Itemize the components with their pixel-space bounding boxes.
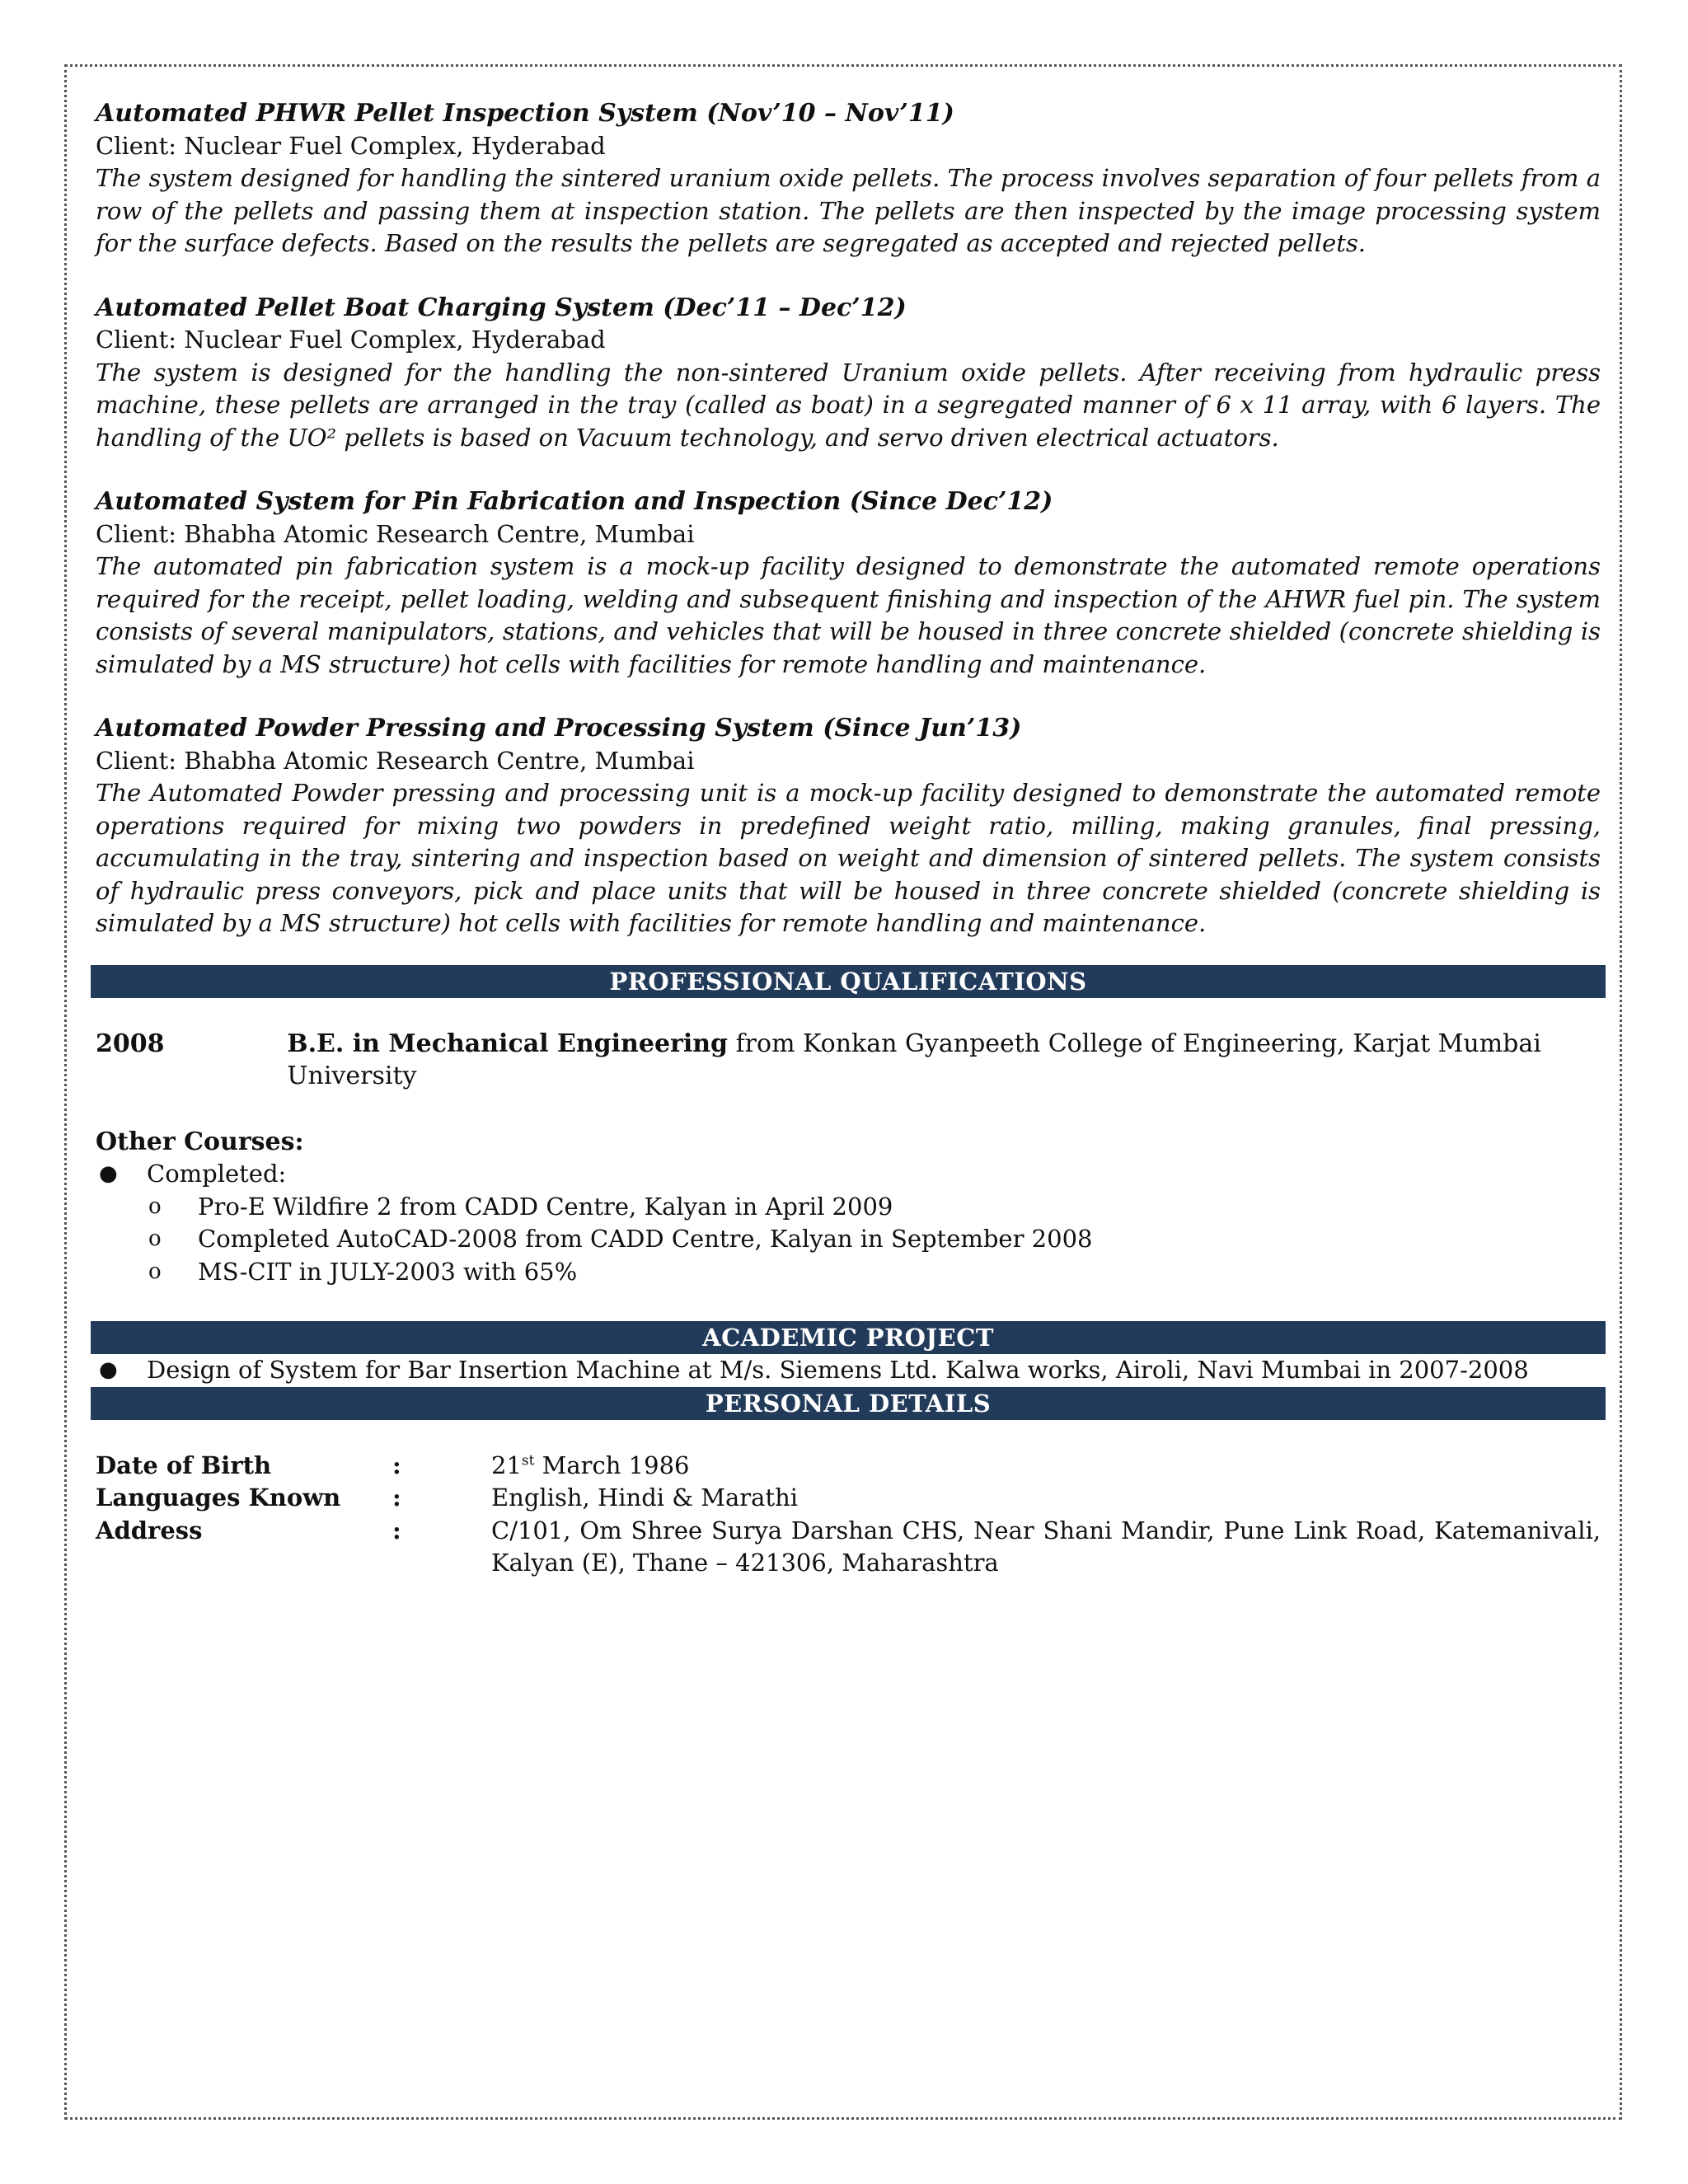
section-header-qualifications: PROFESSIONAL QUALIFICATIONS: [91, 965, 1606, 998]
dob-suffix: st: [521, 1451, 535, 1469]
list-item: [147, 1191, 1601, 1224]
dob-day: 21: [491, 1451, 522, 1479]
address-value: C/101, Om Shree Surya Darshan CHS, Near Shani Mandir, Pune Link Road, Katemanivali, Kalyan (E), Thane – 421306, Maharashtra: [491, 1516, 1601, 1577]
project-pin-fabrication: [96, 485, 1601, 681]
list-item: [96, 1354, 1601, 1387]
other-courses-list: [96, 1158, 1601, 1288]
completed-label: Completed:: [147, 1160, 287, 1188]
course-text: MS-CIT in JULY-2003 with 65%: [198, 1257, 578, 1286]
other-courses-heading: Other Courses:: [96, 1127, 304, 1156]
qualification-institution: from Konkan Gyanpeeth College of Engineering, Karjat Mumbai University: [287, 1029, 1541, 1090]
project-description: The Automated Powder pressing and processing unit is a mock-up facility designed to demonstrate the automated remote operations required for mixing two powders in predefined weight ratio, milling, making granules, final pressing, accumulating in the tray, sintering and inspection based on weight and dimension of sintered pellets. The system consists of hydraulic press conveyors, pick and place units that will be housed in three concrete shielded (concrete shielding is simulated by a MS structure) hot cells with facilities for remote handling and maintenance.: [96, 779, 1601, 937]
dob-rest: March 1986: [534, 1451, 690, 1479]
project-title: Automated PHWR Pellet Inspection System (Nov’10 – Nov’11): [96, 99, 954, 128]
project-description: The system is designed for the handling the non-sintered Uranium oxide pellets. After receiving from hydraulic press machine, these pellets are arranged in the tray (called as boat) in a segregated manner of 6 x 11 array, with 6 layers. The handling of the UO² pellets is based on Vacuum technology, and servo driven electrical actuators.: [96, 358, 1601, 452]
course-text: Completed AutoCAD-2008 from CADD Centre, Kalyan in September 2008: [198, 1225, 1093, 1253]
bullet-icon: ●: [99, 1357, 118, 1382]
address-label: Address: [96, 1516, 203, 1544]
project-title: Automated System for Pin Fabrication and Inspection (Since Dec’12): [96, 487, 1053, 516]
personal-details: [96, 1450, 1601, 1580]
colon: :: [392, 1516, 401, 1544]
languages-value: English, Hindi & Marathi: [491, 1483, 799, 1511]
project-client: Client: Bhabha Atomic Research Centre, Mumbai: [96, 746, 695, 775]
completed-courses-list: [147, 1191, 1601, 1289]
dob-value: [491, 1450, 1601, 1483]
section-header-academic-project: ACADEMIC PROJECT: [91, 1321, 1606, 1354]
list-item: [96, 1158, 1601, 1288]
qualification-row: [96, 1028, 1601, 1093]
languages-label: Languages Known: [96, 1483, 341, 1511]
qualification-text: [287, 1028, 1601, 1093]
academic-project-list: [96, 1354, 1601, 1387]
project-description: The system designed for handling the sintered uranium oxide pellets. The process involves separation of four pellets from a row of the pellets and passing them at inspection station. The pellets are then inspected by the image processing system for the surface defects. Based on the results the pellets are segregated as accepted and rejected pellets.: [96, 164, 1601, 257]
project-powder-pressing: [96, 712, 1601, 940]
list-item: [147, 1256, 1601, 1289]
project-phwr-pellet-inspection: [96, 97, 1601, 260]
qualification-degree: B.E. in Mechanical Engineering: [287, 1029, 729, 1058]
languages-row: [96, 1482, 1601, 1515]
circle-bullet-icon: o: [148, 1226, 162, 1251]
circle-bullet-icon: o: [148, 1193, 162, 1219]
section-header-personal-details: PERSONAL DETAILS: [91, 1387, 1606, 1420]
project-client: Client: Nuclear Fuel Complex, Hyderabad: [96, 326, 606, 354]
project-title: Automated Pellet Boat Charging System (Dec’11 – Dec’12): [96, 293, 907, 322]
address-row: [96, 1515, 1601, 1580]
dob-label: Date of Birth: [96, 1451, 272, 1479]
resume-page: [96, 97, 1601, 1580]
project-client: Client: Bhabha Atomic Research Centre, Mumbai: [96, 519, 695, 548]
dob-row: [96, 1450, 1601, 1483]
course-text: Pro-E Wildfire 2 from CADD Centre, Kalyan in April 2009: [198, 1192, 893, 1221]
circle-bullet-icon: o: [148, 1258, 162, 1284]
project-title: Automated Powder Pressing and Processing System (Since Jun’13): [96, 714, 1022, 743]
qualification-year: 2008: [96, 1029, 165, 1058]
colon: :: [392, 1483, 401, 1511]
bullet-icon: ●: [99, 1161, 118, 1186]
project-description: The automated pin fabrication system is a mock-up facility designed to demonstrate the automated remote operations required for the receipt, pellet loading, welding and subsequent finishing and inspection of the AHWR fuel pin. The system consists of several manipulators, stations, and vehicles that will be housed in three concrete shielded (concrete shielding is simulated by a MS structure) hot cells with facilities for remote handling and maintenance.: [96, 552, 1601, 678]
project-pellet-boat-charging: [96, 292, 1601, 455]
academic-project-text: Design of System for Bar Insertion Machine at M/s. Siemens Ltd. Kalwa works, Airoli, Navi Mumbai in 2007-2008: [147, 1356, 1529, 1384]
project-client: Client: Nuclear Fuel Complex, Hyderabad: [96, 131, 606, 160]
list-item: [147, 1223, 1601, 1256]
colon: :: [392, 1451, 401, 1479]
